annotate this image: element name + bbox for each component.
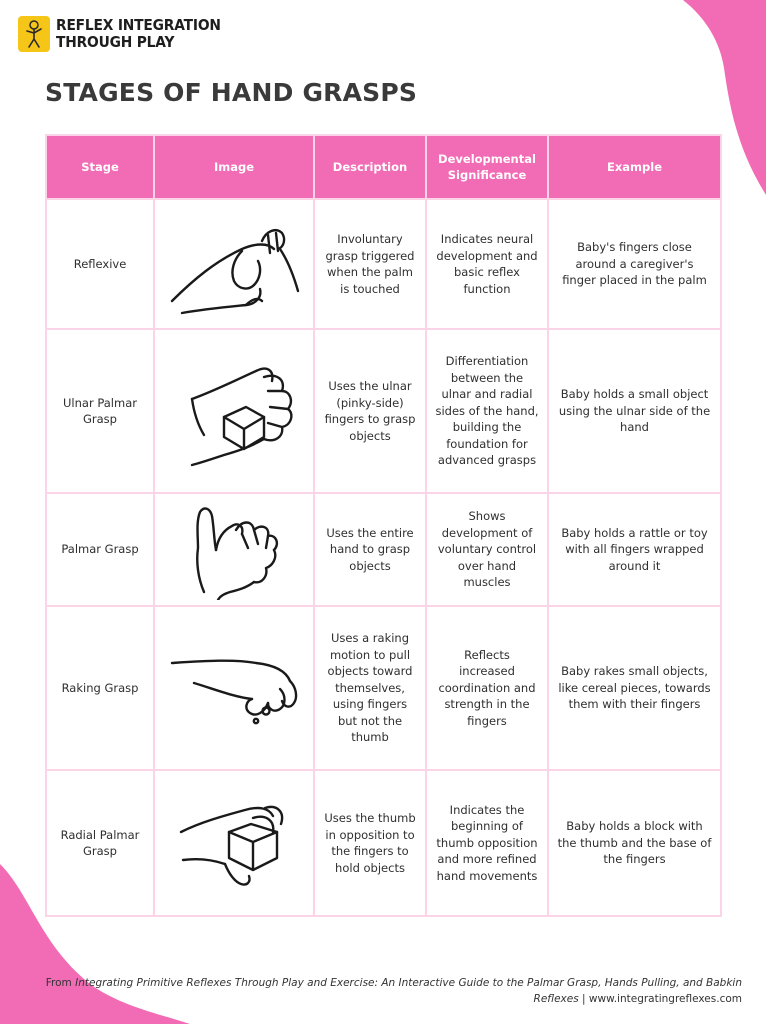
brand-logo-icon	[18, 16, 50, 52]
ulnar-palmar-grasp-icon	[164, 351, 304, 471]
significance-cell: Indicates the beginning of thumb opposition and more refined hand movements	[426, 770, 548, 916]
footer-book-title: Integrating Primitive Reflexes Through Play and Exercise: An Interactive Guide to the Palmar Grasp, Hands Pulling, and Babkin Reflexes	[75, 977, 742, 1005]
reflexive-grasp-icon	[164, 209, 304, 319]
significance-cell: Indicates neural development and basic reflex function	[426, 199, 548, 329]
brand-line-2: THROUGH PLAY	[56, 33, 175, 51]
header-image: Image	[154, 135, 314, 199]
example-cell: Baby holds a block with the thumb and the base of the fingers	[548, 770, 721, 916]
table-row	[46, 493, 721, 606]
example-cell: Baby holds a rattle or toy with all fingers wrapped around it	[548, 493, 721, 606]
header-example: Example	[548, 135, 721, 199]
example-cell: Baby rakes small objects, like cereal pieces, towards them with their fingers	[548, 606, 721, 770]
stage-cell: Ulnar Palmar Grasp	[46, 329, 154, 493]
palmar-grasp-icon	[174, 500, 294, 600]
stage-cell: Palmar Grasp	[46, 493, 154, 606]
description-cell: Uses the entire hand to grasp objects	[314, 493, 426, 606]
footer-prefix: From	[45, 977, 76, 989]
header-stage: Stage	[46, 135, 154, 199]
footer-website: | www.integratingreflexes.com	[578, 993, 742, 1005]
table-row	[46, 329, 721, 493]
grasp-stages-table	[45, 134, 722, 917]
significance-cell: Reflects increased coordination and strength in the fingers	[426, 606, 548, 770]
brand-line-1: REFLEX INTEGRATION	[56, 16, 221, 34]
table-row	[46, 770, 721, 916]
description-cell: Involuntary grasp triggered when the palm is touched	[314, 199, 426, 329]
significance-cell: Shows development of voluntary control over hand muscles	[426, 493, 548, 606]
description-cell: Uses the thumb in opposition to the fingers to hold objects	[314, 770, 426, 916]
description-cell: Uses a raking motion to pull objects toward themselves, using fingers but not the thumb	[314, 606, 426, 770]
footer-citation	[0, 975, 742, 1007]
header-description: Description	[314, 135, 426, 199]
page-title: STAGES OF HAND GRASPS	[45, 78, 418, 107]
stage-cell: Radial Palmar Grasp	[46, 770, 154, 916]
image-cell	[154, 770, 314, 916]
radial-palmar-grasp-icon	[169, 788, 299, 898]
description-cell: Uses the ulnar (pinky-side) fingers to grasp objects	[314, 329, 426, 493]
image-cell	[154, 493, 314, 606]
header-significance: Developmental Significance	[426, 135, 548, 199]
brand-header	[18, 16, 235, 52]
image-cell	[154, 199, 314, 329]
significance-cell: Differentiation between the ulnar and radial sides of the hand, building the foundation for advanced grasps	[426, 329, 548, 493]
raking-grasp-icon	[164, 643, 304, 733]
brand-name	[56, 17, 221, 51]
table-row	[46, 606, 721, 770]
image-cell	[154, 329, 314, 493]
stage-cell: Raking Grasp	[46, 606, 154, 770]
image-cell	[154, 606, 314, 770]
table-header-row	[46, 135, 721, 199]
example-cell: Baby's fingers close around a caregiver's finger placed in the palm	[548, 199, 721, 329]
table-row	[46, 199, 721, 329]
example-cell: Baby holds a small object using the ulnar side of the hand	[548, 329, 721, 493]
stage-cell: Reflexive	[46, 199, 154, 329]
